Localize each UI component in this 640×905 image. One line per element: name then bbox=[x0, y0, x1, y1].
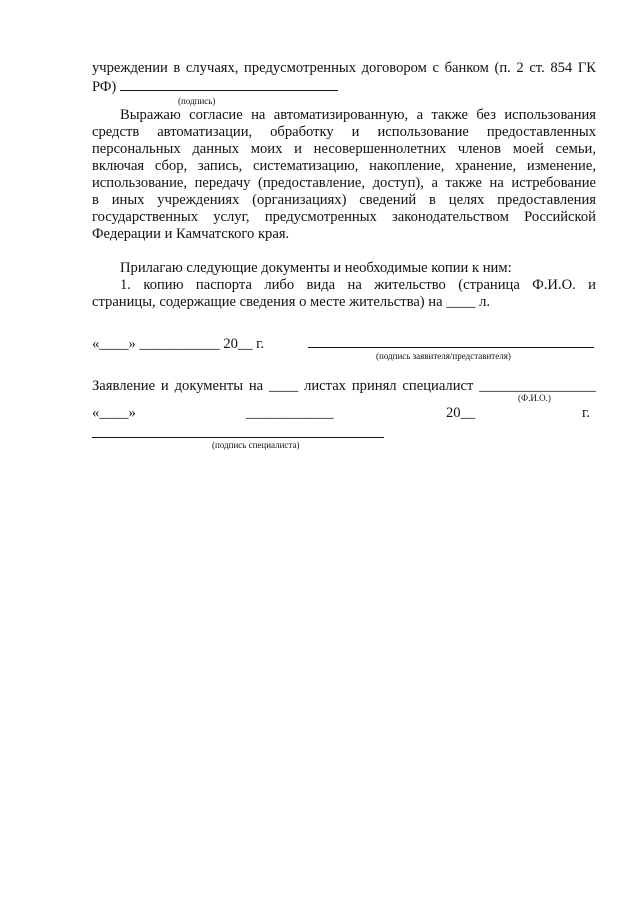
bank-clause-prefix: РФ) bbox=[92, 79, 117, 95]
consent-line: персональных данных моих и несовершеннолетних членов моей семьи, bbox=[92, 141, 596, 157]
applicant-signature-caption: (подпись заявителя/представителя) bbox=[376, 351, 511, 361]
consent-paragraph bbox=[92, 107, 596, 243]
accepted-line: Заявление и документы на ____ листах принял специалист ________________ bbox=[92, 378, 596, 394]
specialist-signature-caption: (подпись специалиста) bbox=[212, 440, 300, 450]
accepted-date-year: 20__ bbox=[446, 405, 476, 421]
accepted-date-day: «____» bbox=[92, 405, 136, 421]
signature-caption: (подпись) bbox=[178, 96, 216, 106]
consent-line: в иных учреждениях (организациях) сведений в целях предоставления bbox=[92, 192, 596, 208]
consent-line: включая сбор, запись, систематизацию, накопление, хранение, изменение, bbox=[92, 158, 596, 174]
applicant-signature-line bbox=[308, 334, 594, 348]
accepted-date-g: г. bbox=[582, 405, 590, 421]
applicant-date: «____» ___________ 20__ г. bbox=[92, 336, 265, 352]
consent-line: средств автоматизации, обработку и использование предоставленных bbox=[92, 124, 596, 140]
accepted-date-month: ____________ bbox=[246, 405, 334, 421]
consent-line: Выражаю согласие на автоматизированную, а также без использования bbox=[120, 107, 596, 123]
bank-clause-line2 bbox=[92, 77, 596, 96]
consent-last-line: Федерации и Камчатского края. bbox=[92, 226, 290, 242]
consent-line: государственных услуг, предусмотренных законодательством Российской bbox=[92, 209, 596, 225]
attachment-item-1-line1: 1. копию паспорта либо вида на жительство (страница Ф.И.О. и bbox=[120, 277, 596, 293]
attachment-item-1-line2: страницы, содержащие сведения о месте жительства) на ____ л. bbox=[92, 294, 491, 310]
document-page bbox=[92, 60, 596, 311]
bank-clause-line1: учреждении в случаях, предусмотренных договором с банком (п. 2 ст. 854 ГК bbox=[92, 60, 596, 76]
fio-caption: (Ф.И.О.) bbox=[518, 393, 551, 403]
signature-line bbox=[120, 77, 338, 91]
specialist-signature-line bbox=[92, 424, 384, 438]
consent-line: использование, передачу (предоставление, доступ), а также на истребование bbox=[92, 175, 596, 191]
attachments-heading: Прилагаю следующие документы и необходимые копии к ним: bbox=[120, 260, 512, 276]
